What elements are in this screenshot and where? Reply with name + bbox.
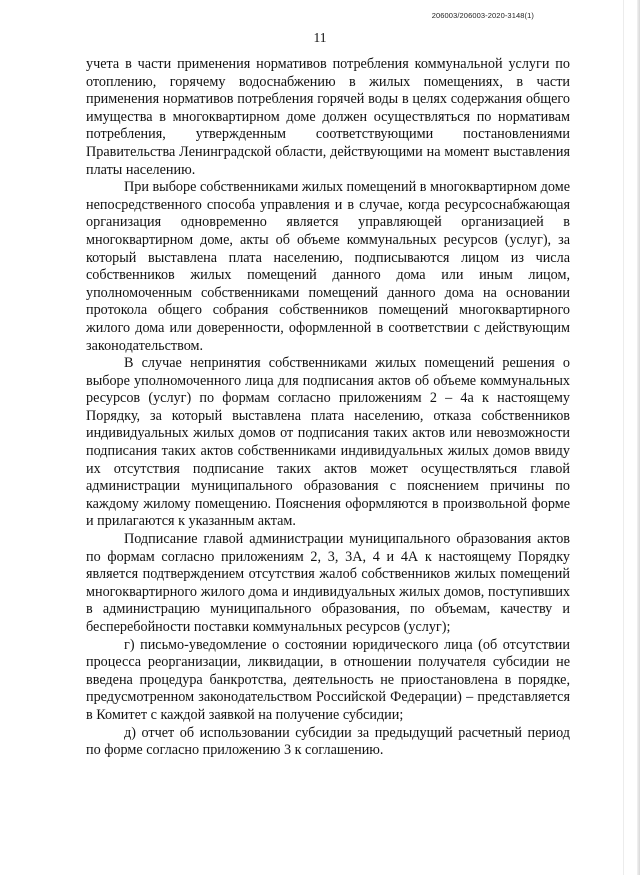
page-edge-line: [623, 0, 624, 875]
paragraph-continuation: учета в части применения нормативов потребления коммунальной услуги по отоплению, горячему водоснабжению в жилых помещениях, в части применения нормативов потребления горячей воды в целях содержания общего имущества в многоквартирном доме должен осуществляться по нормативам потребления, утвержденным соответствующими постановлениями Правительства Ленинградской области, действующими на момент выставления платы населению.: [86, 56, 570, 178]
page-number: 11: [313, 30, 327, 45]
document-body: [86, 56, 570, 760]
paragraph-no-authorized-person: В случае непринятия собственниками жилых помещений решения о выборе уполномоченного лица для подписания актов об объеме коммунальных ресурсов (услуг) по формам согласно приложениям 2 – 4а к настоящему Порядку, за который выставлена плата населению, отказа собственников индивидуальных жилых домов от подписания таких актов или невозможности подписания таких актов собственниками индивидуальных жилых домов ввиду их отсутствия подписание таких актов может осуществляться главой администрации муниципального образования с пояснением причины по каждому жилому помещению. Пояснения оформляются в произвольной форме и прилагаются к указанным актам.: [86, 355, 570, 530]
paragraph-item-d: д) отчет об использовании субсидии за предыдущий расчетный период по форме согласно приложению 3 к соглашению.: [86, 724, 570, 759]
paragraph-item-g: г) письмо-уведомление о состоянии юридического лица (об отсутствии процесса реорганизации, ликвидации, в отношении получателя субсидии не введена процедура банкротства, деятельность не приостановлена в порядке, предусмотренном законодательством Российской Федерации) – представляется в Комитет с каждой заявкой на получение субсидии;: [86, 636, 570, 723]
paragraph-direct-management: При выборе собственниками жилых помещений в многоквартирном доме непосредственного способа управления и в случае, когда ресурсоснабжающая организация одновременно является управляющей организацией в многоквартирном доме, акты об объеме коммунальных ресурсов (услуг), за который выставлена плата населению, подписываются лицом из числа собственников жилых помещений данного дома или иным лицом, уполномоченным собственниками помещений данного дома на основании протокола общего собрания собственников помещений многоквартирного жилого дома или доверенности, оформленной в соответствии с действующим законодательством.: [86, 179, 570, 354]
paragraph-head-signature: Подписание главой администрации муниципального образования актов по формам согласно приложениям 2, 3, 3А, 4 и 4А к настоящему Порядку является подтверждением отсутствия жалоб собственников жилых помещений многоквартирного жилого дома и индивидуальных жилых домов, поступивших в администрацию муниципального образования, по объемам, качеству и бесперебойности поставки коммунальных ресурсов (услуг);: [86, 531, 570, 635]
document-id: 206003/206003-2020-3148(1): [431, 11, 534, 20]
